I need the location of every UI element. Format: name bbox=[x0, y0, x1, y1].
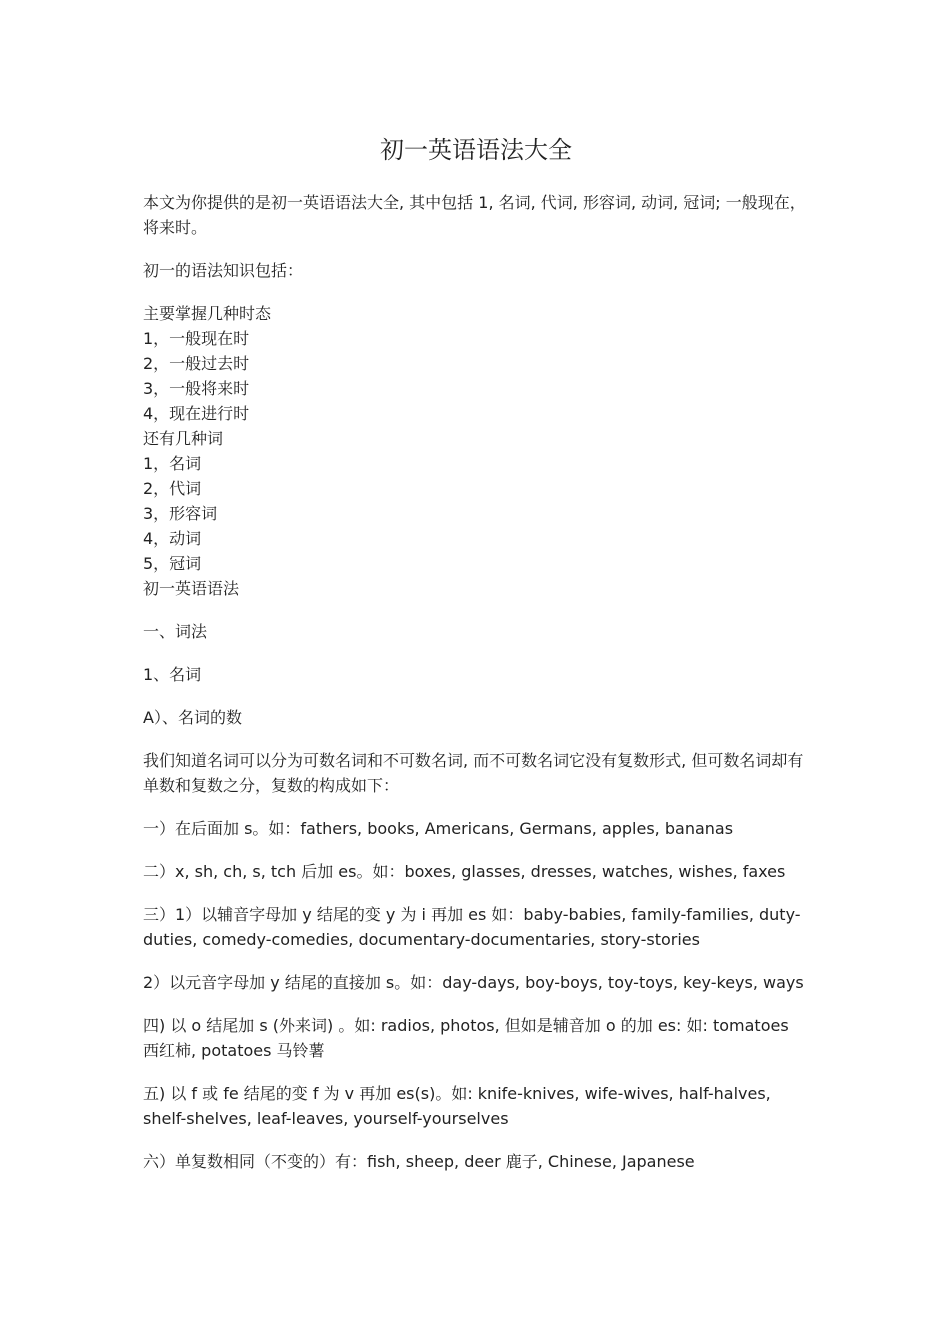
section-heading: 一、词法 bbox=[143, 622, 208, 641]
grammar-includes-label: 初一的语法知识包括： bbox=[143, 261, 304, 280]
list-item: 3，一般将来时 bbox=[143, 379, 250, 398]
subsection-heading: A）、名词的数 bbox=[143, 708, 242, 727]
rule-paragraph: 一）在后面加 s。如：fathers, books, Americans, Germans, apples, bananas bbox=[143, 819, 734, 838]
list-item: 1，名词 bbox=[143, 454, 202, 473]
grammar-heading: 初一英语语法 bbox=[143, 579, 240, 598]
rule-paragraph: 六）单复数相同（不变的）有：fish, sheep, deer 鹿子, Chinese, Japanese bbox=[143, 1152, 695, 1171]
list-item: 2，代词 bbox=[143, 479, 202, 498]
rule-paragraph: 三）1）以辅音字母加 y 结尾的变 y 为 i 再加 es 如：baby-babies, family-families, duty-duties, comedy-comedies, documentary-documentaries, story-stories bbox=[143, 905, 801, 949]
list-item: 5，冠词 bbox=[143, 554, 202, 573]
list-item: 1，一般现在时 bbox=[143, 329, 250, 348]
document-title: 初一英语语法大全 bbox=[380, 136, 572, 164]
rule-paragraph: 二）x, sh, ch, s, tch 后加 es。如：boxes, glasses, dresses, watches, wishes, faxes bbox=[143, 862, 786, 881]
list-item: 2，一般过去时 bbox=[143, 354, 250, 373]
rule-paragraph: 五) 以 f 或 fe 结尾的变 f 为 v 再加 es(s)。如: knife-knives, wife-wives, half-halves, shelf-shelves, leaf-leaves, yourself-yourselves bbox=[143, 1084, 771, 1128]
list-item: 3，形容词 bbox=[143, 504, 218, 523]
word-types-heading: 还有几种词 bbox=[143, 429, 224, 448]
list-item: 4，现在进行时 bbox=[143, 404, 250, 423]
intro-paragraph: 本文为你提供的是初一英语语法大全, 其中包括 1, 名词, 代词, 形容词, 动词, 冠词; 一般现在，将来时。 bbox=[143, 193, 806, 237]
subsection-heading: 1、名词 bbox=[143, 665, 202, 684]
list-item: 4，动词 bbox=[143, 529, 202, 548]
rule-paragraph: 2）以元音字母加 y 结尾的直接加 s。如：day-days, boy-boys, toy-toys, key-keys, ways bbox=[143, 973, 804, 992]
rule-paragraph: 四) 以 o 结尾加 s (外来词) 。如: radios, photos, 但如是辅音加 o 的加 es: 如: tomatoes 西红柿, potatoes 马铃薯 bbox=[143, 1016, 789, 1060]
noun-intro-paragraph: 我们知道名词可以分为可数名词和不可数名词, 而不可数名词它没有复数形式, 但可数名词却有单数和复数之分，复数的构成如下： bbox=[143, 751, 804, 795]
tense-heading: 主要掌握几种时态 bbox=[143, 304, 272, 323]
outline-list bbox=[143, 301, 809, 601]
document-body bbox=[143, 130, 809, 1192]
